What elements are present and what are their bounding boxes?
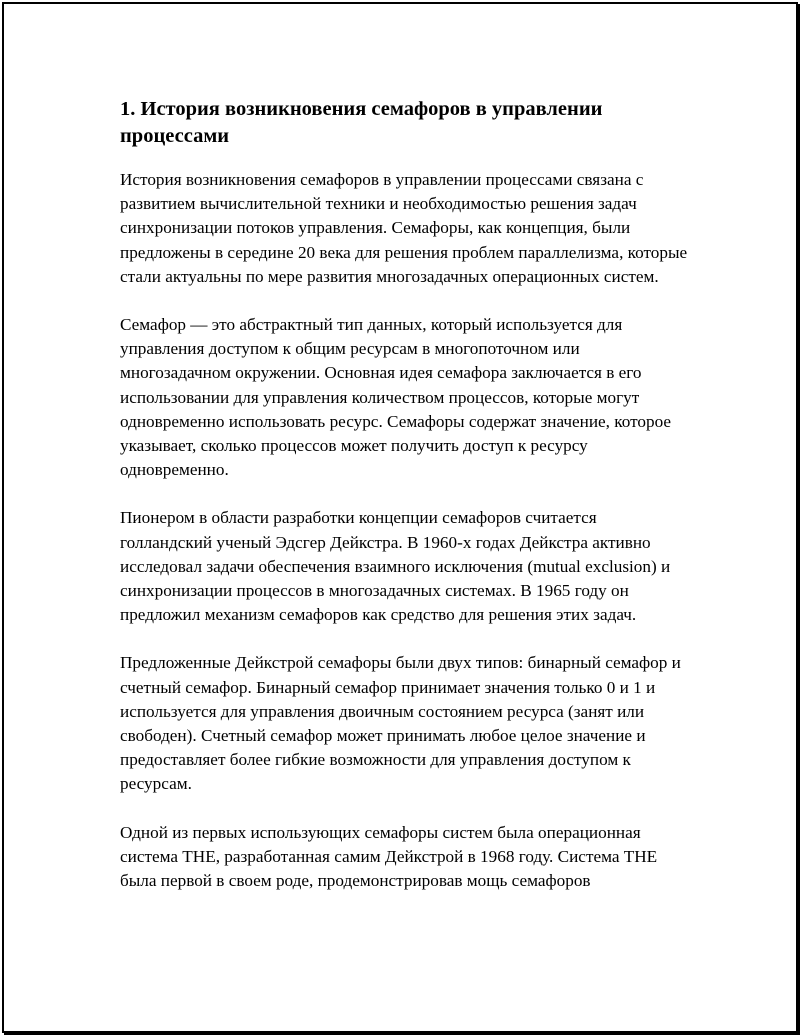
section-title: 1. История возникновения семафоров в управлении процессами: [120, 98, 603, 147]
paragraph-semaphore-types: Предложенные Дейкстрой семафоры были двух типов: бинарный семафор и счетный семафор. Бинарный семафор принимает значения только 0 и 1 и используется для управления двоичным состоянием ресурса (занят или свободен). Счетный семафор может принимать любое целое значение и предоставляет более гибкие возможности для управления доступом к ресурсам.: [120, 653, 681, 794]
document-body: [120, 96, 688, 893]
paragraph-dijkstra: Пионером в области разработки концепции семафоров считается голландский ученый Эдсгер Дейкстра. В 1960-х годах Дейкстра активно исследовал задачи обеспечения взаимного исключения (mutual exclusion) и синхронизации процессов в многозадачных системах. В 1965 году он предложил механизм семафоров как средство для решения этих задач.: [120, 508, 671, 625]
paragraph-history-intro: История возникновения семафоров в управлении процессами связана с развитием вычислительной техники и необходимостью решения задач синхронизации потоков управления. Семафоры, как концепция, были предложены в середине 20 века для решения проблем параллелизма, которые стали актуальны по мере развития многозадачных операционных систем.: [120, 170, 688, 286]
paragraph-semaphore-definition: Семафор — это абстрактный тип данных, который используется для управления доступом к общим ресурсам в многопоточном или многозадачном окружении. Основная идея семафора заключается в его использовании для управления количеством процессов, которые могут одновременно использовать ресурс. Семафоры содержат значение, которое указывает, сколько процессов может получить доступ к ресурсу одновременно.: [120, 315, 672, 480]
document-page: [2, 2, 798, 1033]
paragraph-the-system: Одной из первых использующих семафоры систем была операционная система THE, разработанная самим Дейкстрой в 1968 году. Система THE была первой в своем роде, продемонстрировав мощь семафоров: [120, 822, 658, 891]
